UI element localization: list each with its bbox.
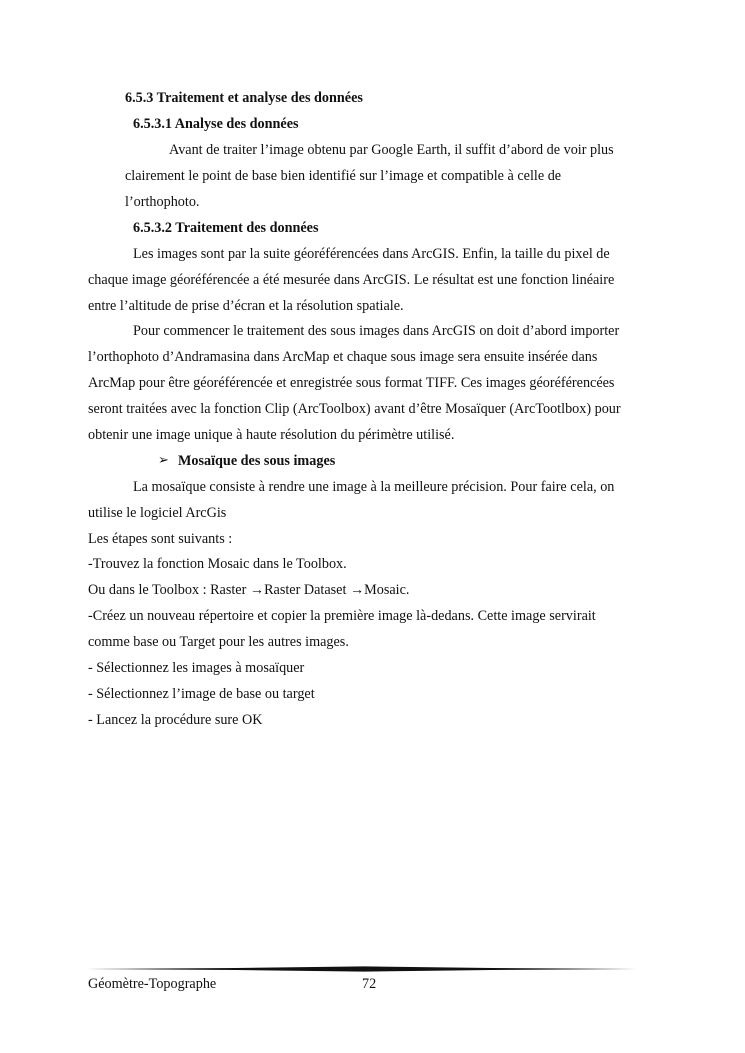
step-line: comme base ou Target pour les autres images. bbox=[88, 634, 349, 650]
subsection-heading-analyse: 6.5.3.1 Analyse des données bbox=[133, 116, 299, 132]
arrow-bullet-icon: ➢ bbox=[158, 453, 169, 468]
paragraph-line: ArcMap pour être géoréférencée et enregistrée sous format TIFF. Ces images géoréférencées bbox=[88, 375, 615, 391]
paragraph-line: Les images sont par la suite géoréférencées dans ArcGIS. Enfin, la taille du pixel de bbox=[133, 246, 610, 262]
paragraph-line: obtenir une image unique à haute résolution du périmètre utilisé. bbox=[88, 427, 455, 443]
footer-title: Géomètre-Topographe bbox=[88, 976, 217, 992]
paragraph-line: seront traitées avec la fonction Clip (ArcToolbox) avant d’être Mosaïquer (ArcTootlbox) pour bbox=[88, 401, 621, 417]
paragraph-line: utilise le logiciel ArcGis bbox=[88, 505, 227, 521]
page-number: 72 bbox=[362, 976, 377, 992]
bullet-heading-mosaique: Mosaïque des sous images bbox=[178, 453, 336, 469]
paragraph-line: l’orthophoto d’Andramasina dans ArcMap et chaque sous image sera ensuite insérée dans bbox=[88, 349, 598, 365]
step-line: - Lancez la procédure sure OK bbox=[88, 712, 263, 728]
paragraph-line: Avant de traiter l’image obtenu par Google Earth, il suffit d’abord de voir plus bbox=[169, 142, 614, 158]
paragraph-line: l’orthophoto. bbox=[125, 194, 200, 210]
step-line: - Sélectionnez l’image de base ou target bbox=[88, 686, 315, 702]
step-line: -Créez un nouveau répertoire et copier la première image là-dedans. Cette image servirait bbox=[88, 608, 596, 624]
step-line: Ou dans le Toolbox : Raster →Raster Dataset →Mosaic. bbox=[88, 582, 410, 598]
paragraph-line: entre l’altitude de prise d’écran et la résolution spatiale. bbox=[88, 298, 404, 314]
paragraph-line: La mosaïque consiste à rendre une image à la meilleure précision. Pour faire cela, on bbox=[133, 479, 615, 495]
paragraph-line: Les étapes sont suivants : bbox=[88, 531, 233, 547]
footer-rule bbox=[86, 966, 642, 972]
paragraph-line: Pour commencer le traitement des sous images dans ArcGIS on doit d’abord importer bbox=[133, 323, 620, 339]
paragraph-line: clairement le point de base bien identifié sur l’image et compatible à celle de bbox=[125, 168, 562, 184]
paragraph-line: chaque image géoréférencée a été mesurée dans ArcGIS. Le résultat est une fonction linéaire bbox=[88, 272, 615, 288]
section-heading: 6.5.3 Traitement et analyse des données bbox=[125, 90, 363, 106]
subsection-heading-traitement: 6.5.3.2 Traitement des données bbox=[133, 220, 319, 236]
step-line: -Trouvez la fonction Mosaic dans le Toolbox. bbox=[88, 556, 347, 572]
step-line: - Sélectionnez les images à mosaïquer bbox=[88, 660, 305, 676]
